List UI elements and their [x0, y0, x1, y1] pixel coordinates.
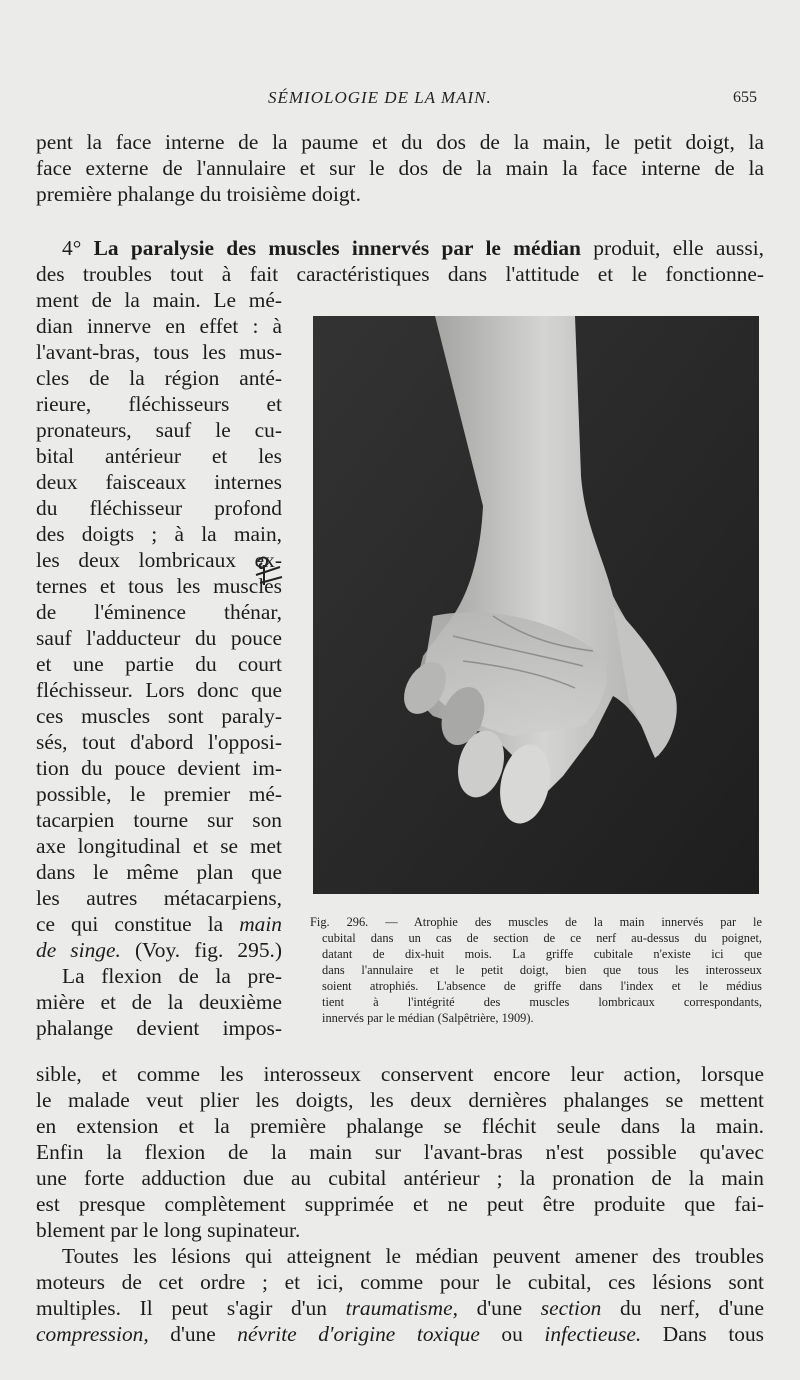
- text-line: cles de la région anté-: [36, 366, 282, 390]
- caption-line: soient atrophiés. L'absence de griffe dans l'index et le médius: [322, 979, 762, 993]
- caption-line: cubital dans un cas de section de ce nerf au-dessus du poignet,: [322, 931, 762, 945]
- text-line: l'avant-bras, tous les mus-: [36, 340, 282, 364]
- text-line: une forte adduction due au cubital antérieur ; la pronation de la main: [36, 1166, 764, 1190]
- text-line: du fléchisseur profond: [36, 496, 282, 520]
- text-line: des doigts ; à la main,: [36, 522, 282, 546]
- page-number: 655: [733, 89, 757, 106]
- text-line: La flexion de la pre-: [62, 964, 282, 988]
- italic-term: névrite d'origine toxique: [237, 1322, 480, 1346]
- text-fragment: ou: [501, 1322, 523, 1346]
- text-line: sible, et comme les interosseux conservent encore leur action, lorsque: [36, 1062, 764, 1086]
- text-line: ternes et tous les muscles: [36, 574, 282, 598]
- text-line: ment de la main. Le mé-: [36, 288, 282, 312]
- italic-term: infectieuse.: [544, 1322, 642, 1346]
- text-line: tacarpien tourne sur son: [36, 808, 282, 832]
- figure-photograph: [313, 316, 759, 894]
- narrow-column: [36, 313, 282, 1041]
- text-line: sauf l'adducteur du pouce: [36, 626, 282, 650]
- figure-caption: [300, 914, 762, 1026]
- text-line: est presque complètement supprimée et ne peut être produite que fai-: [36, 1192, 764, 1216]
- italic-term: de singe.: [36, 938, 121, 962]
- text-line: blement par le long supinateur.: [36, 1218, 301, 1242]
- text-line: Toutes les lésions qui atteignent le médian peuvent amener des troubles: [62, 1244, 764, 1268]
- italic-term: main: [239, 912, 282, 936]
- text-line: [36, 911, 282, 937]
- text-fragment: d'une: [170, 1322, 216, 1346]
- text-line: bital antérieur et les: [36, 444, 282, 468]
- text-line: en extension et la première phalange se fléchit seule dans la main.: [36, 1114, 764, 1138]
- text-line: les autres métacarpiens,: [36, 886, 282, 910]
- text-line: face externe de l'annulaire et sur le dos de la main la face interne de la: [36, 156, 764, 180]
- text-line: [36, 937, 282, 963]
- italic-term: compression,: [36, 1322, 149, 1346]
- text-line: première phalange du troisième doigt.: [36, 182, 361, 206]
- text-line: phalange devient impos-: [36, 1016, 282, 1040]
- section-number: 4°: [62, 236, 82, 260]
- intro-paragraph: [36, 129, 764, 207]
- text-line: [36, 235, 764, 261]
- text-line: de l'éminence thénar,: [36, 600, 282, 624]
- caption-line: dans l'annulaire et le petit doigt, bien que tous les interosseux: [322, 963, 762, 977]
- text-line: et une partie du court: [36, 652, 282, 676]
- text-line: des troubles tout à fait caractéristiques dans l'attitude et le fonctionne-: [36, 262, 764, 286]
- text-line: pronateurs, sauf le cu-: [36, 418, 282, 442]
- text-fragment: du nerf, d'une: [620, 1296, 764, 1320]
- text-line: possible, le premier mé-: [36, 782, 282, 806]
- text-line: mière et de la deuxième: [36, 990, 282, 1014]
- text-line: [36, 1295, 764, 1321]
- page-header: [0, 88, 800, 114]
- text-line: dian innerve en effet : à: [36, 314, 282, 338]
- text-line: rieure, fléchisseurs et: [36, 392, 282, 416]
- continuation-paragraph: [36, 1061, 764, 1243]
- text-line: tion du pouce devient im-: [36, 756, 282, 780]
- text-line: dans le même plan que: [36, 860, 282, 884]
- text-line: le malade veut plier les doigts, les deux dernières phalanges se mettent: [36, 1088, 764, 1112]
- text-fragment: ce qui constitue la: [36, 912, 224, 936]
- section-bold-lead: La paralysie des muscles innervés par le médian: [93, 236, 581, 260]
- text-fragment: Dans tous: [662, 1322, 764, 1346]
- figure-reference: (Voy. fig. 295.): [134, 938, 282, 962]
- caption-line: datant de dix-huit mois. La griffe cubitale n'existe ici que: [322, 947, 762, 961]
- italic-term: section: [540, 1296, 602, 1320]
- caption-line: innervés par le médian (Salpêtrière, 1909).: [322, 1011, 534, 1025]
- text-line: Enfin la flexion de la main sur l'avant-bras n'est possible qu'avec: [36, 1140, 764, 1164]
- text-fragment: produit, elle aussi,: [593, 236, 764, 260]
- text-line: [36, 1321, 764, 1347]
- hand-photo-illustration: [313, 316, 759, 894]
- text-fragment: multiples. Il peut s'agir d'un: [36, 1296, 327, 1320]
- italic-term: traumatisme,: [345, 1296, 458, 1320]
- section-4-lead: [36, 235, 764, 313]
- text-line: deux faisceaux internes: [36, 470, 282, 494]
- text-line: sés, tout d'abord l'opposi-: [36, 730, 282, 754]
- text-fragment: d'une: [476, 1296, 523, 1320]
- running-head: SÉMIOLOGIE DE LA MAIN.: [268, 88, 492, 107]
- final-paragraph: [36, 1243, 764, 1347]
- text-line: ces muscles sont paraly-: [36, 704, 282, 728]
- text-line: moteurs de cet ordre ; et ici, comme pour le cubital, ces lésions sont: [36, 1270, 764, 1294]
- text-line: axe longitudinal et se met: [36, 834, 282, 858]
- text-line: fléchisseur. Lors donc que: [36, 678, 282, 702]
- caption-line: Fig. 296. — Atrophie des muscles de la main innervés par le: [310, 915, 762, 929]
- text-line: pent la face interne de la paume et du dos de la main, le petit doigt, la: [36, 130, 764, 154]
- text-line: les deux lombricaux ex-: [36, 548, 282, 572]
- caption-line: tient à l'intégrité des muscles lombricaux correspondants,: [322, 995, 762, 1009]
- handwritten-mark: [250, 553, 290, 593]
